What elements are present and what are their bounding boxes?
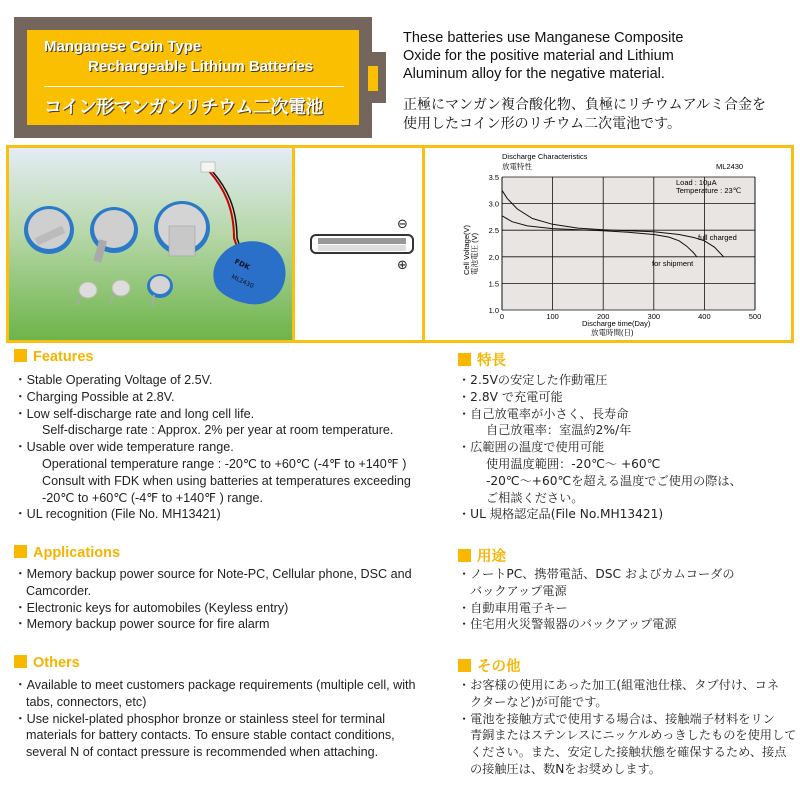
heading-square-icon	[14, 349, 27, 362]
list-item: ・Usable over wide temperature range.	[14, 440, 234, 455]
list-item: ・広範囲の温度で使用可能	[458, 440, 605, 455]
list-item: materials for battery contacts. To ensure stable contact conditions,	[26, 728, 395, 743]
list-item: の接触圧は、数Nをお奨めします。	[470, 761, 661, 776]
coin-cell	[77, 282, 97, 305]
banner-divider	[44, 86, 344, 87]
intro-line: Oxide for the positive material and Lithium	[403, 48, 674, 64]
y-tick-label: 3.0	[488, 199, 499, 209]
list-item: ・Low self-discharge rate and long cell life.	[14, 406, 255, 421]
coin-cell	[90, 207, 138, 263]
banner-title-2: Rechargeable Lithium Batteries	[88, 58, 314, 75]
series-label-for-shipment: for shipment	[652, 259, 694, 268]
heading-text: 用途	[477, 549, 506, 565]
list-item: several N of contact pressure is recommended when attaching.	[26, 745, 379, 760]
list-item: -20℃ to +60℃ (-4℉ to +140℉ ) range.	[42, 490, 263, 505]
cell-cross-section	[297, 148, 422, 340]
intro-english	[403, 29, 684, 83]
list-item: クターなど)が可能です。	[470, 694, 608, 709]
list-item: ください。また、安定した接触状態を確保するため、接点	[470, 745, 787, 760]
x-tick-label: 200	[596, 312, 610, 321]
y-tick-label: 1.0	[488, 306, 499, 315]
list-item: ・自己放電率が小さく、長寿命	[458, 406, 629, 421]
coin-cell	[147, 274, 173, 306]
list-item: ・Available to meet customers package requirements (multiple cell, with	[14, 678, 416, 692]
others-heading	[14, 655, 80, 671]
plot-area	[502, 177, 755, 310]
heading-text: Applications	[33, 545, 121, 561]
heading-text: Others	[33, 655, 80, 671]
features-jp-list	[458, 372, 742, 523]
intro-line: Aluminum alloy for the negative material.	[403, 66, 665, 82]
chart-title-jp: 放電特性	[502, 162, 532, 171]
list-item: Consult with FDK when using batteries at temperatures exceeding	[42, 473, 411, 488]
list-item: tabs, connectors, etc)	[26, 694, 147, 709]
others-list	[14, 677, 416, 761]
applications-jp-heading	[458, 545, 506, 566]
list-item: ・Stable Operating Voltage of 2.5V.	[14, 373, 213, 387]
intro-japanese	[403, 96, 766, 133]
chart-temp-note: Temperature : 23℃	[676, 186, 742, 195]
applications-list	[14, 566, 412, 633]
list-item: 使用温度範囲：-20℃～ +60℃	[486, 456, 661, 471]
list-item: ・UL 規格認定品(File No.MH13421)	[458, 507, 664, 522]
heading-square-icon	[458, 659, 471, 672]
product-photo	[9, 148, 292, 340]
others-jp-list	[458, 677, 796, 778]
list-item: ・電池を接触方式で使用する場合は、接触端子材料をリン	[458, 711, 775, 726]
coin-cell	[154, 201, 210, 256]
battery-label: FDK	[233, 257, 252, 272]
list-item: ・2.8V で充電可能	[458, 389, 563, 404]
list-item: ・Memory backup power source for fire alarm	[14, 617, 270, 632]
intro-line: These batteries use Manganese Composite	[403, 30, 684, 46]
chart-ylabel-jp: 電池電圧 (V)	[470, 232, 479, 275]
cross-section-diagram	[297, 148, 422, 340]
list-item: Camcorder.	[26, 583, 92, 598]
y-tick-label: 2.0	[488, 252, 499, 262]
list-item: ご相談ください。	[486, 490, 584, 505]
chart-model: ML2430	[716, 162, 744, 171]
features-list	[14, 372, 411, 523]
features-heading	[14, 349, 93, 365]
x-tick-label: 0	[499, 312, 505, 321]
list-item: ・UL recognition (File No. MH13421)	[14, 507, 221, 522]
list-item: ・Charging Possible at 2.8V.	[14, 389, 175, 404]
list-item: ・Use nickel-plated phosphor bronze or stainless steel for terminal	[14, 711, 385, 726]
coin-cell	[110, 280, 130, 303]
x-tick-label: 300	[647, 312, 661, 321]
list-item: -20℃～+60℃を超える温度でご使用の際は、	[486, 473, 742, 488]
banner-title-jp: コイン形マンガンリチウム二次電池	[44, 97, 323, 117]
y-tick-label: 2.5	[488, 226, 499, 236]
others-jp-heading	[458, 655, 521, 676]
list-item: ・Memory backup power source for Note-PC, Cellular phone, DSC and	[14, 567, 412, 581]
coin-cell	[24, 206, 74, 254]
series-label-full-charged: full charged	[698, 233, 737, 242]
positive-terminal-icon: ⊕	[397, 258, 408, 273]
applications-jp-list	[458, 566, 735, 633]
features-jp-heading	[458, 349, 506, 370]
x-tick-label: 400	[698, 312, 711, 321]
chart-xlabel: Discharge time(Day)	[582, 319, 651, 328]
intro-line: 正極にマンガン複合酸化物、負極にリチウムアルミ合金を	[403, 97, 767, 113]
heading-text: 特長	[477, 353, 506, 369]
list-item: ・Electronic keys for automobiles (Keyless entry)	[14, 600, 289, 615]
battery-model-label: ML2430	[230, 273, 255, 290]
heading-square-icon	[14, 655, 27, 668]
heading-text: その他	[477, 659, 521, 675]
heading-square-icon	[14, 545, 27, 558]
list-item: ・お客様の使用にあった加工(組電池仕様、タブ付け、コネ	[458, 678, 780, 692]
batteries-illustration	[9, 148, 292, 340]
list-item: 自己放電率：室温約2%/年	[486, 423, 632, 438]
list-item: 青銅またはステンレスにニッケルめっきしたものを使用して	[470, 728, 797, 743]
x-tick-label: 500	[748, 312, 762, 321]
x-tick-label: 100	[546, 312, 559, 321]
coin-cell-fdk	[213, 241, 285, 304]
y-tick-label: 3.5	[488, 173, 499, 182]
y-tick-label: 1.5	[488, 279, 499, 289]
list-item: ・ノートPC、携帯電話、DSC およびカムコーダの	[458, 567, 735, 581]
panel-divider	[292, 148, 295, 340]
applications-heading	[14, 545, 120, 561]
banner-title-1: Manganese Coin Type	[44, 38, 202, 55]
discharge-chart	[425, 148, 791, 340]
list-item: ・2.5Vの安定した作動電圧	[458, 373, 608, 387]
heading-text: Features	[33, 349, 94, 365]
heading-square-icon	[458, 549, 471, 562]
list-item: ・自動車用電子キー	[458, 600, 568, 615]
battery-terminal-fill	[368, 66, 378, 91]
intro-line: 使用したコイン形のリチウム二次電池です。	[403, 115, 682, 132]
image-panel	[6, 145, 794, 343]
list-item: Operational temperature range : -20℃ to +60℃ (-4℉ to +140℉ )	[42, 456, 407, 471]
list-item: ・住宅用火災警報器のバックアップ電源	[458, 617, 677, 632]
negative-terminal-icon: ⊖	[397, 217, 408, 232]
heading-square-icon	[458, 353, 471, 366]
chart-xlabel-jp: 放電時間(日)	[591, 328, 634, 337]
discharge-chart-svg	[425, 148, 791, 340]
list-item: バックアップ電源	[470, 583, 567, 598]
chart-ylabel: Cell Voltage(V)	[462, 224, 471, 275]
chart-title: Discharge Characteristics	[502, 152, 588, 161]
chart-load-note: Load : 10μA	[676, 178, 717, 187]
list-item: Self-discharge rate : Approx. 2% per year at room temperature.	[42, 423, 394, 438]
